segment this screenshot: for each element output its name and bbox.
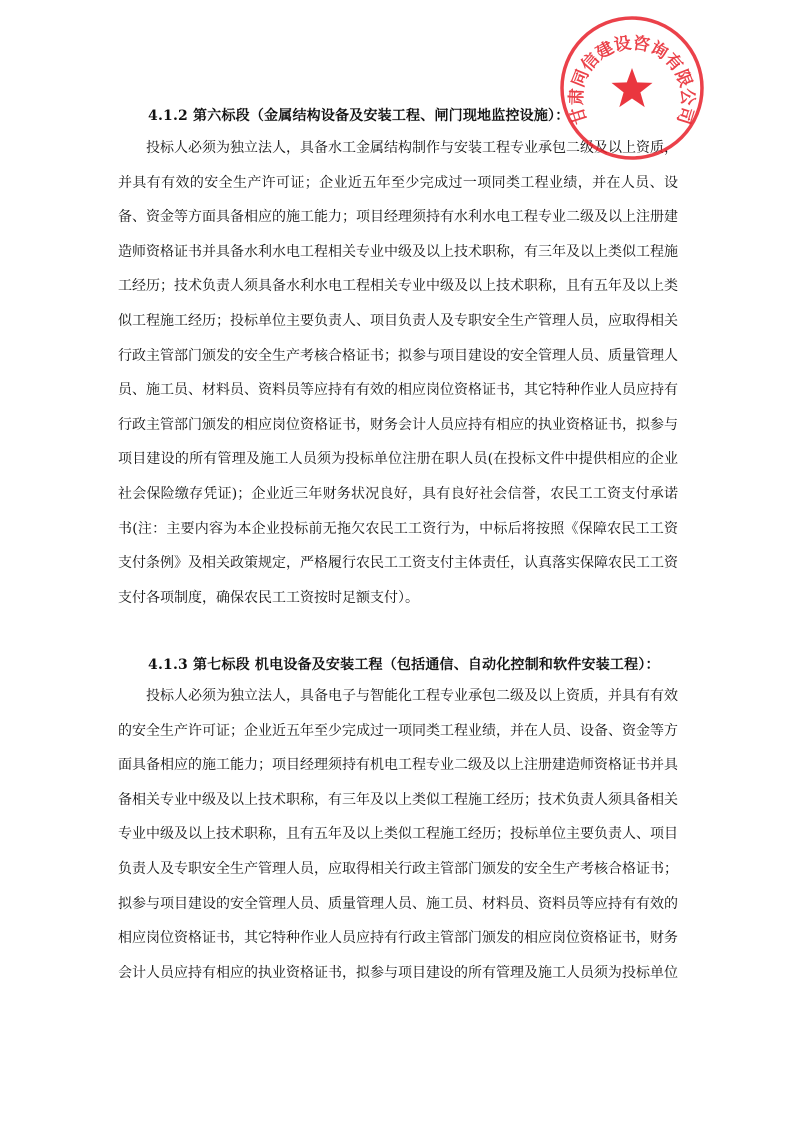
section-body-lot-7: 投标人必须为独立法人，具备电子与智能化工程专业承包二级及以上资质，并具有有效的安全生产许可证；企业近五年至少完成过一项同类工程业绩，并在人员、设备、资金等方面具备相应的施工能力；项目经理须持有机电工程专业二级及以上注册建造师资格证书并具备相关专业中级及以上技术职称，有三年及以上类似工程施工经历；技术负责人须具备相关专业中级及以上技术职称，且有五年及以上类似工程施工经历；投标单位主要负责人、项目负责人及专职安全生产管理人员，应取得相关行政主管部门颁发的安全生产考核合格证书；拟参与项目建设的安全管理人员、质量管理人员、施工员、材料员、资料员等应持有有效的相应岗位资格证书，其它特种作业人员应持有行政主管部门颁发的相应岗位资格证书，财务会计人员应持有相应的执业资格证书，拟参与项目建设的所有管理及施工人员须为投标单位: [118, 688, 678, 981]
section-heading-lot-7: 4.1.3 第七标段 机电设备及安装工程（包括通信、自动化控制和软件安装工程）：: [148, 657, 660, 673]
company-seal: [558, 14, 706, 162]
svg-text:甘肃同信建设咨询有限公司: 甘肃同信建设咨询有限公司: [566, 33, 698, 127]
section-body-lot-6: 投标人必须为独立法人，具备水工金属结构制作与安装工程专业承包二级及以上资质，并具有有效的安全生产许可证；企业近五年至少完成过一项同类工程业绩，并在人员、设备、资金等方面具备相应的施工能力；项目经理须持有水利水电工程专业二级及以上注册建造师资格证书并具备水利水电工程相关专业中级及以上技术职称，有三年及以上类似工程施工经历；技术负责人须具备水利水电工程相关专业中级及以上技术职称，且有五年及以上类似工程施工经历；投标单位主要负责人、项目负责人及专职安全生产管理人员，应取得相关行政主管部门颁发的安全生产考核合格证书；拟参与项目建设的安全管理人员、质量管理人员、施工员、材料员、资料员等应持有有效的相应岗位资格证书，其它特种作业人员应持有行政主管部门颁发的相应岗位资格证书，财务会计人员应持有相应的执业资格证书，拟参与项目建设的所有管理及施工人员须为投标单位注册在职人员(在投标文件中提供相应的企业社会保险缴存凭证)；企业近三年财务状况良好，具有良好社会信誉，农民工工资支付承诺书(注：主要内容为本企业投标前无拖欠农民工工资行为，中标后将按照《保障农民工工资支付条例》及相关政策规定，严格履行农民工工资支付主体责任，认真落实保障农民工工资支付各项制度，确保农民工工资按时足额支付）。: [118, 140, 678, 606]
star-icon: [612, 68, 653, 107]
section-heading-lot-6: 4.1.2 第六标段（金属结构设备及安装工程、闸门现地监控设施）：: [148, 108, 570, 124]
